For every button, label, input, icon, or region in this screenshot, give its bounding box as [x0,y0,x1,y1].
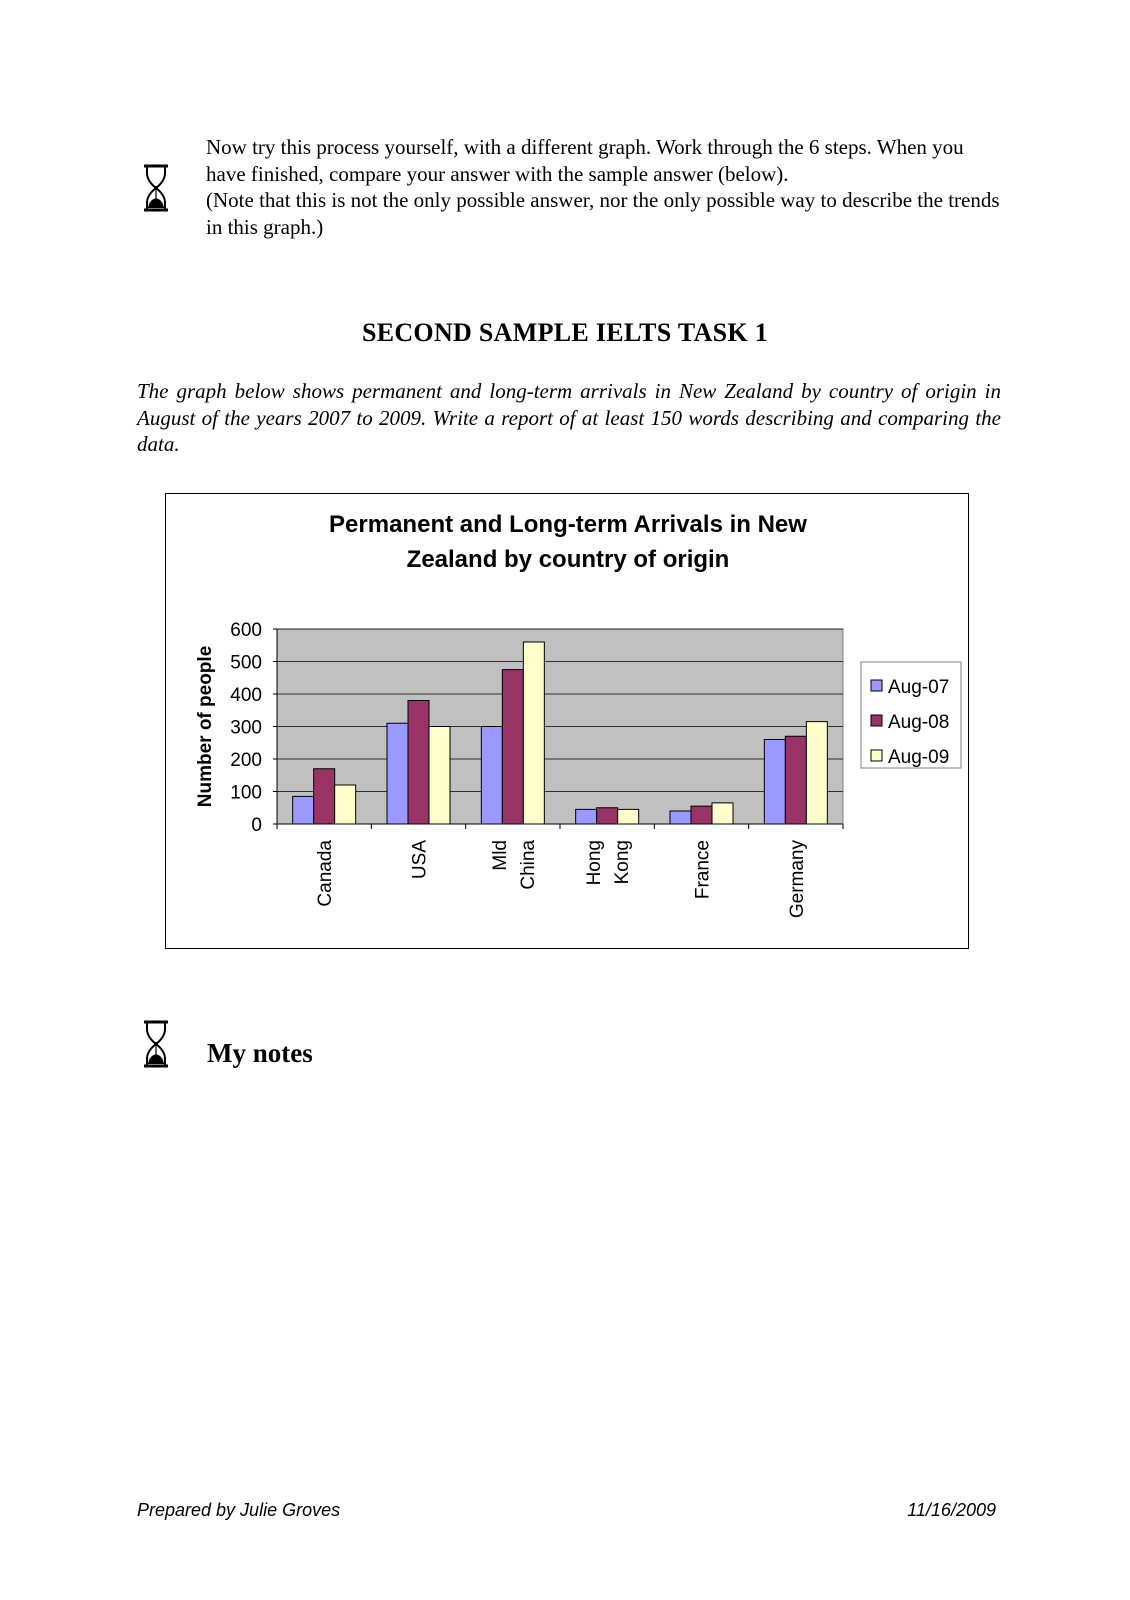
y-tick-label: 300 [230,717,262,739]
y-tick-label: 600 [230,620,262,641]
bar [293,796,314,824]
bar [806,722,827,824]
intro-paragraph: Now try this process yourself, with a different graph. Work through the 6 steps. When you have finished, compare your answer with the sample answer (below). [206,135,964,186]
bar [335,785,356,824]
page-heading: SECOND SAMPLE IELTS TASK 1 [361,318,769,347]
bar [387,723,408,824]
bar [785,736,806,824]
bar [576,809,597,824]
bar [502,670,523,824]
bar [429,727,450,825]
x-tick-label: Canada [315,840,337,907]
bar [618,809,639,824]
x-tick-label: Mld [489,840,511,871]
legend-label: Aug-09 [888,747,950,768]
legend-label: Aug-08 [888,712,950,733]
chart-frame [165,493,969,949]
bar [764,740,785,825]
bar [408,701,429,825]
y-tick-label: 400 [230,685,262,706]
bar [670,811,691,824]
x-tick-label: France [692,840,714,900]
bar [314,769,335,824]
hourglass-icon [141,164,171,212]
legend-swatch [871,715,882,726]
bar [523,642,544,824]
my-notes-heading: My notes [207,1038,313,1068]
x-tick-label: China [517,840,539,890]
footer-author: Prepared by Julie Groves [137,1500,341,1520]
intro-text [206,134,1006,240]
bar [597,808,618,824]
arrivals-bar-chart [166,494,970,950]
chart-title-line: Zealand by country of origin [406,546,730,573]
chart-title-line: Permanent and Long-term Arrivals in New [329,511,807,538]
y-tick-label: 500 [230,652,262,674]
legend-label: Aug-07 [888,677,950,698]
legend-swatch [871,680,882,691]
y-tick-label: 0 [251,815,262,836]
task-prompt [137,378,1001,458]
y-axis-label: Number of people [195,645,216,808]
y-tick-label: 100 [230,782,262,804]
bar [712,803,733,824]
x-tick-label: Hong [584,840,606,886]
y-tick-label: 200 [230,750,262,771]
bar [481,727,502,825]
footer-date: 11/16/2009 [907,1500,996,1520]
legend-swatch [871,750,882,761]
hourglass-icon [141,1020,171,1068]
x-tick-label: USA [409,840,431,880]
bar [691,806,712,824]
task-prompt-text: The graph below shows permanent and long-term arrivals in New Zealand by country of origin in August of the years 2007 to 2009. Write a report of at least 150 words describing and comparing the data. [137,379,1001,456]
x-tick-label: Germany [786,840,808,919]
x-tick-label: Kong [612,840,634,885]
intro-note: (Note that this is not the only possible answer, nor the only possible way to describe the trends in this graph.) [206,188,1000,239]
